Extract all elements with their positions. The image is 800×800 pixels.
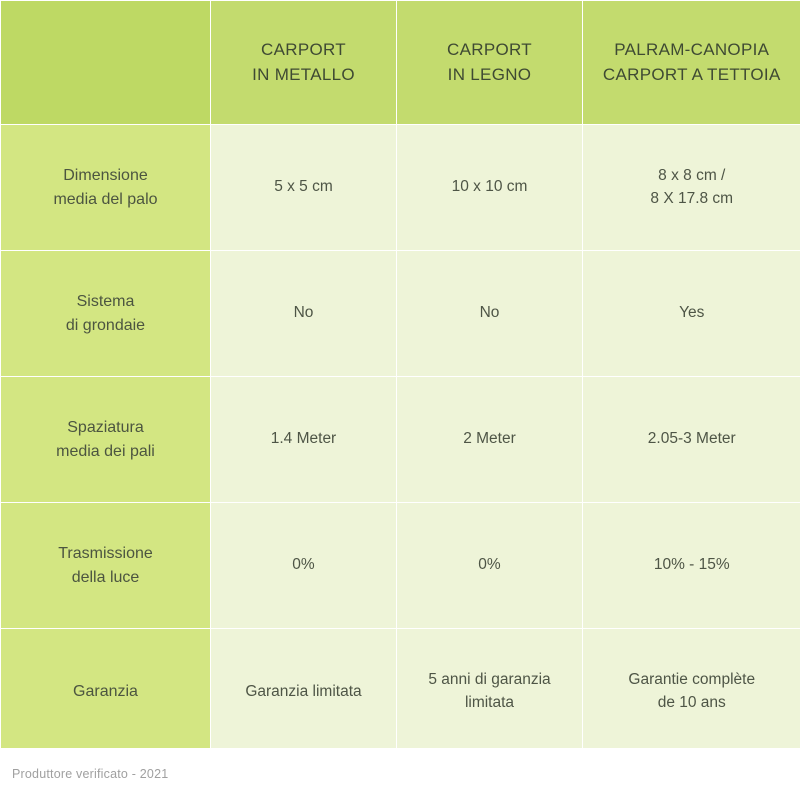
- cell-line1: 2 Meter: [463, 430, 516, 448]
- cell-line1: 0%: [292, 556, 315, 574]
- row-label-line1: Spaziatura: [67, 419, 144, 437]
- table-header: [1, 1, 800, 125]
- cell-warranty-wood: [397, 629, 583, 755]
- cell-line2: 8 X 17.8 cm: [650, 189, 734, 207]
- column-header-wood-line1: CARPORT: [447, 39, 532, 59]
- cell-line1: Yes: [679, 304, 705, 322]
- cell-post-size-metal: [211, 125, 397, 251]
- column-header-metal-line2: IN METALLO: [252, 64, 355, 84]
- column-header-metal: [211, 1, 397, 125]
- row-label-line2: della luce: [71, 568, 140, 586]
- footer: [0, 748, 800, 800]
- column-header-palram: [583, 1, 800, 125]
- cell-warranty-metal: [211, 629, 397, 755]
- cell-line1: Garantie complète: [628, 671, 756, 689]
- row-label-line2: media dei pali: [56, 442, 155, 460]
- row-label-line2: di grondaie: [65, 316, 146, 334]
- column-header-palram-line2: CARPORT A TETTOIA: [602, 64, 781, 84]
- cell-line1: 10% - 15%: [653, 556, 730, 574]
- column-header-metal-line1: CARPORT: [261, 39, 346, 59]
- table-row: [1, 377, 800, 503]
- column-header-wood-line2: IN LEGNO: [447, 64, 532, 84]
- table-row: [1, 503, 800, 629]
- row-label-gutter-system: [1, 251, 211, 377]
- row-label-light-transmission: [1, 503, 211, 629]
- cell-gutter-wood: [397, 251, 583, 377]
- footer-note: Produttore verificato - 2021: [12, 767, 169, 781]
- cell-spacing-wood: [397, 377, 583, 503]
- row-label-post-size: [1, 125, 211, 251]
- table-row: [1, 125, 800, 251]
- cell-gutter-palram: [583, 251, 800, 377]
- row-label-line1: Trasmissione: [58, 545, 153, 563]
- table-row: [1, 251, 800, 377]
- cell-light-wood: [397, 503, 583, 629]
- row-label-post-spacing: [1, 377, 211, 503]
- cell-line1: 10 x 10 cm: [451, 178, 528, 196]
- cell-spacing-metal: [211, 377, 397, 503]
- table-body: [1, 125, 800, 755]
- header-row: [1, 1, 800, 125]
- cell-line1: 1.4 Meter: [270, 430, 337, 448]
- cell-line1: 5 x 5 cm: [274, 178, 333, 196]
- cell-post-size-wood: [397, 125, 583, 251]
- cell-line1: No: [479, 304, 500, 322]
- row-label-line1: Dimensione: [63, 167, 148, 185]
- cell-line1: Garanzia limitata: [245, 682, 362, 700]
- cell-line1: No: [293, 304, 314, 322]
- column-header-palram-line1: PALRAM-CANOPIA: [614, 39, 770, 59]
- row-label-line2: media del palo: [53, 190, 158, 208]
- row-label-line1: Garanzia: [73, 683, 138, 701]
- cell-line2: de 10 ans: [657, 693, 726, 711]
- table-row: [1, 629, 800, 755]
- cell-warranty-palram: [583, 629, 800, 755]
- column-header-wood: [397, 1, 583, 125]
- row-label-warranty: [1, 629, 211, 755]
- row-label-line1: Sistema: [76, 293, 135, 311]
- cell-post-size-palram: [583, 125, 800, 251]
- cell-gutter-metal: [211, 251, 397, 377]
- cell-line1: 2.05-3 Meter: [647, 430, 736, 448]
- cell-line1: 8 x 8 cm /: [658, 167, 726, 185]
- cell-light-metal: [211, 503, 397, 629]
- table-corner-cell: [1, 1, 211, 125]
- cell-spacing-palram: [583, 377, 800, 503]
- cell-light-palram: [583, 503, 800, 629]
- cell-line1: 0%: [478, 556, 501, 574]
- cell-line2: limitata: [464, 693, 515, 711]
- cell-line1: 5 anni di garanzia: [428, 671, 551, 689]
